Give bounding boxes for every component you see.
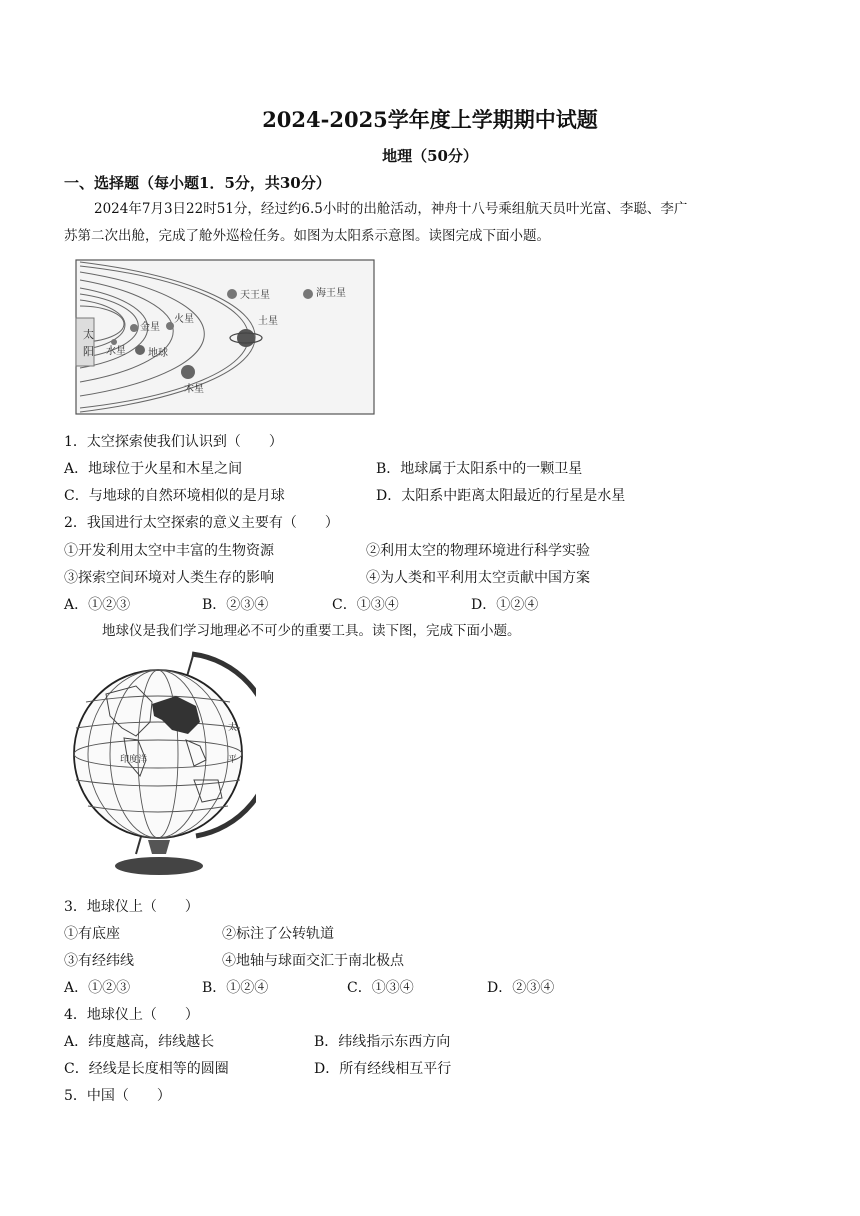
jupiter-dot	[181, 365, 195, 379]
saturn-label: 土星	[258, 316, 278, 327]
jupiter-label: 木星	[184, 384, 204, 395]
sun-label-2: 阳	[83, 345, 94, 358]
venus-dot	[130, 324, 138, 332]
q4-option-b: B．纬线指示东西方向	[314, 1034, 451, 1050]
q2-item-3: ③探索空间环境对人类生存的影响	[64, 570, 274, 586]
globe-sphere	[74, 670, 242, 838]
q3-item-4: ④地轴与球面交汇于南北极点	[222, 953, 404, 969]
q3-option-c: C．①③④	[347, 980, 414, 996]
indian-ocean-label: 印度洋	[120, 755, 148, 765]
q4-option-c: C．经线是长度相等的圆圈	[64, 1061, 229, 1077]
q3-item-2: ②标注了公转轨道	[222, 926, 334, 942]
mars-dot	[166, 322, 174, 330]
q4-option-d: D．所有经线相互平行	[314, 1061, 452, 1077]
globe-intro-text: 地球仪是我们学习地理必不可少的重要工具。读下图，完成下面小题。	[102, 623, 521, 639]
exam-subtitle: 地理（50分）	[382, 147, 478, 165]
q2-option-c: C．①③④	[332, 597, 399, 613]
earth-dot	[135, 345, 145, 355]
intro-text-line1: 2024年7月3日22时51分，经过约6.5小时的出舱活动，神舟十八号乘组航天员叶光富、李聪、李广	[94, 201, 688, 217]
globe-stand-neck	[148, 840, 170, 854]
q3-option-a: A．①②③	[64, 980, 131, 996]
q2-option-d: D．①②④	[471, 597, 539, 613]
saturn-dot	[237, 329, 255, 347]
q3-stem: 3．地球仪上（ ）	[64, 899, 199, 915]
q2-option-a: A．①②③	[64, 597, 131, 613]
sun-label-1: 太	[83, 328, 94, 341]
q2-option-b: B．②③④	[202, 597, 269, 613]
section-heading: 一、选择题（每小题1．5分，共30分）	[64, 174, 331, 192]
q2-item-1: ①开发利用太空中丰富的生物资源	[64, 543, 274, 559]
mars-label: 火星	[174, 314, 194, 325]
pacific-label-2: 平	[228, 755, 238, 765]
q3-option-d: D．②③④	[487, 980, 555, 996]
q1-option-b: B．地球属于太阳系中的一颗卫星	[376, 461, 583, 477]
q3-option-b: B．①②④	[202, 980, 269, 996]
mercury-dot	[111, 339, 117, 345]
intro-text-line2: 苏第二次出舱，完成了舱外巡检任务。如图为太阳系示意图。读图完成下面小题。	[64, 228, 550, 244]
q3-item-3: ③有经纬线	[64, 953, 134, 969]
q4-option-a: A．纬度越高，纬线越长	[64, 1034, 215, 1050]
neptune-dot	[303, 289, 313, 299]
q1-stem: 1．太空探索使我们认识到（ ）	[64, 434, 283, 450]
uranus-dot	[227, 289, 237, 299]
q2-item-2: ②利用太空的物理环境进行科学实验	[366, 543, 590, 559]
q4-stem: 4．地球仪上（ ）	[64, 1007, 199, 1023]
q1-option-d: D．太阳系中距离太阳最近的行星是水星	[376, 488, 626, 504]
exam-title: 2024-2025学年度上学期期中试题	[262, 107, 598, 132]
q1-option-a: A．地球位于火星和木星之间	[64, 461, 243, 477]
q1-option-c: C．与地球的自然环境相似的是月球	[64, 488, 285, 504]
q5-stem: 5．中国（ ）	[64, 1088, 171, 1104]
neptune-label: 海王星	[316, 288, 346, 299]
q3-item-1: ①有底座	[64, 926, 120, 942]
solar-system-figure	[74, 258, 376, 416]
pacific-label-1: 太	[228, 723, 238, 733]
venus-label: 金星	[140, 322, 160, 333]
globe-figure	[66, 650, 256, 880]
uranus-label: 天王星	[240, 290, 270, 301]
earth-label: 地球	[148, 348, 168, 359]
mercury-label: 水星	[106, 346, 126, 357]
globe-base	[115, 857, 203, 875]
q2-stem: 2．我国进行太空探索的意义主要有（ ）	[64, 515, 339, 531]
q2-item-4: ④为人类和平利用太空贡献中国方案	[366, 570, 590, 586]
